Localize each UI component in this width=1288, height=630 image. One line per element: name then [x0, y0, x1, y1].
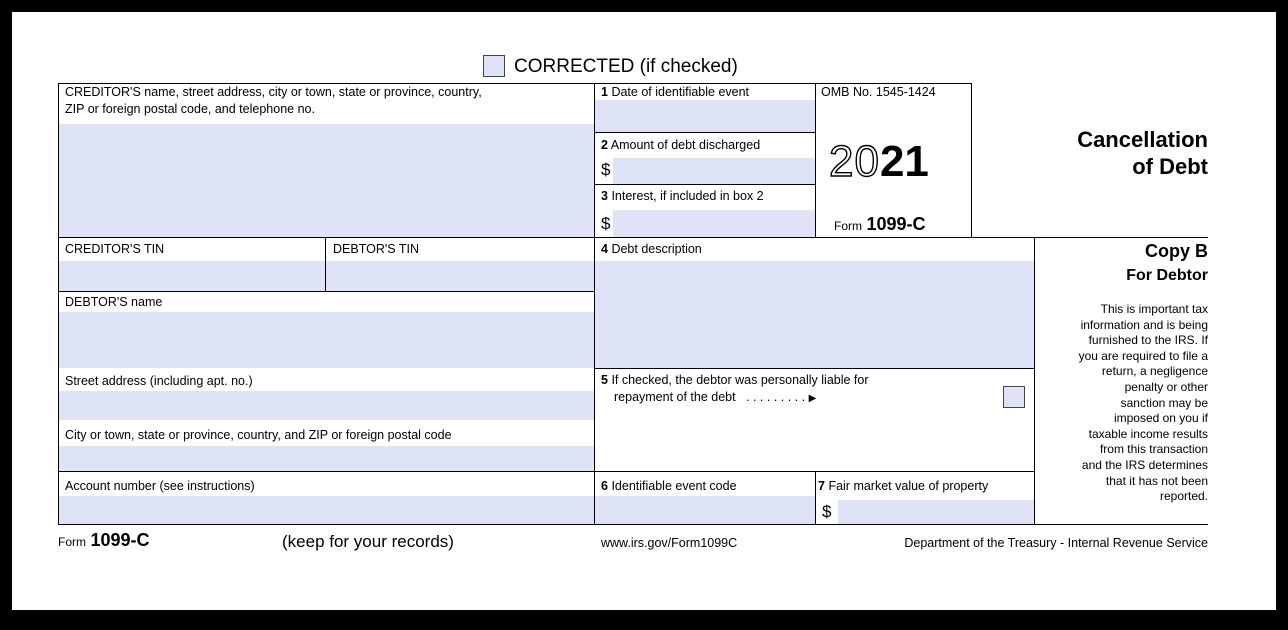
box6-event-code-input[interactable]	[594, 496, 815, 524]
tax-year-prefix: 20	[829, 137, 880, 186]
debtor-name-label: DEBTOR'S name	[65, 295, 163, 309]
box7-fair-market-value-input[interactable]	[838, 500, 1034, 524]
box4-label: 4 Debt description	[601, 242, 702, 256]
box5-label-line2: repayment of the debt . . . . . . . . . ▶	[614, 390, 817, 404]
creditor-tin-label: CREDITOR'S TIN	[65, 242, 165, 256]
box3-label: 3 Interest, if included in box 2	[601, 189, 764, 203]
tax-year-suffix: 21	[879, 137, 929, 186]
street-address-input[interactable]	[58, 391, 594, 420]
box5-label: 5 If checked, the debtor was personally liable for	[601, 373, 869, 387]
creditor-label: CREDITOR'S name, street address, city or town, state or province, country,	[65, 85, 482, 99]
keep-records-note: (keep for your records)	[282, 532, 454, 551]
box7-dollar-sign: $	[822, 502, 832, 521]
copy-b-label: Copy B	[1145, 241, 1208, 261]
notice-text: This is important tax information and is being furnished to the IRS. If you are required to file a return, a negligence penalty or other sanction may be imposed on you if taxable income results from this transaction and the IRS determines that it has not been reported.	[1078, 302, 1208, 504]
box7-label: 7 Fair market value of property	[818, 479, 989, 493]
box2-amount-input[interactable]	[613, 158, 815, 184]
debtor-tin-label: DEBTOR'S TIN	[333, 242, 419, 256]
box1-date-input[interactable]	[594, 100, 815, 132]
corrected-checkbox[interactable]	[483, 55, 505, 77]
form-id-footer: Form 1099-C	[58, 530, 150, 550]
box6-label: 6 Identifiable event code	[601, 479, 737, 493]
city-label: City or town, state or province, country, and ZIP or foreign postal code	[65, 428, 452, 442]
box2-label: 2 Amount of debt discharged	[601, 138, 761, 152]
city-input[interactable]	[58, 446, 594, 471]
box4-debt-description-input[interactable]	[594, 261, 1034, 368]
box3-dollar-sign: $	[601, 214, 611, 233]
box5-arrow-icon: ▶	[808, 393, 817, 404]
debtor-tin-input[interactable]	[326, 261, 594, 291]
form-title: Cancellation of Debt	[1077, 127, 1208, 179]
department-line: Department of the Treasury - Internal Revenue Service	[904, 536, 1208, 550]
omb-number: OMB No. 1545-1424	[821, 85, 936, 99]
street-address-label: Street address (including apt. no.)	[65, 374, 253, 388]
creditor-label-line2: ZIP or foreign postal code, and telephone no.	[65, 102, 315, 116]
box5-personally-liable-checkbox[interactable]	[1003, 386, 1025, 408]
box5-leader-dots: . . . . . . . . .	[746, 390, 806, 404]
creditor-tin-input[interactable]	[58, 261, 325, 291]
box2-dollar-sign: $	[601, 160, 611, 179]
form-page	[12, 12, 1276, 610]
form-id-top: Form 1099-C	[834, 214, 926, 234]
corrected-label: CORRECTED (if checked)	[514, 56, 738, 77]
irs-website: www.irs.gov/Form1099C	[601, 536, 738, 550]
account-number-label: Account number (see instructions)	[65, 479, 255, 493]
account-number-input[interactable]	[58, 496, 594, 524]
tax-year	[829, 138, 929, 186]
for-debtor-label: For Debtor	[1126, 267, 1208, 284]
box3-interest-input[interactable]	[613, 210, 815, 237]
debtor-name-input[interactable]	[58, 312, 594, 368]
box1-label: 1 Date of identifiable event	[601, 85, 750, 99]
creditor-info-input[interactable]	[58, 124, 594, 237]
